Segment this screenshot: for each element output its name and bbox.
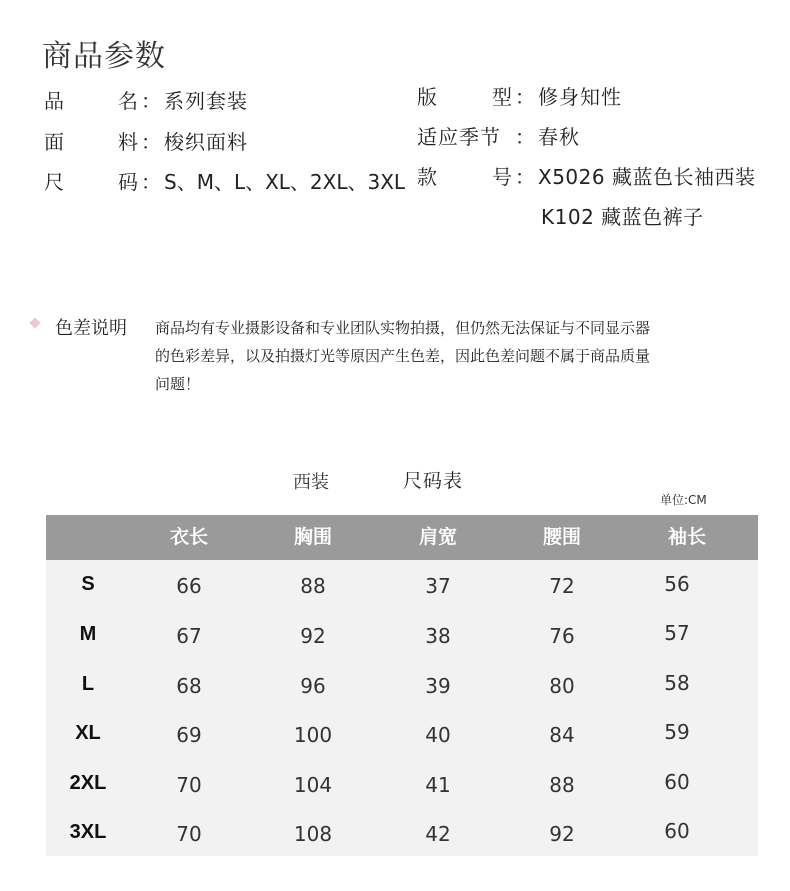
param-size-colon: ： [141,170,162,194]
cell-sleeve: 60 [664,819,690,843]
param-fabric-label-1: 面 [44,130,65,154]
cell-length: 70 [176,773,202,797]
cell-shoulder: 42 [425,822,451,846]
cell-sleeve: 59 [664,720,690,744]
size-table-category: 西装 [293,472,329,493]
color-note-title: 色差说明 [55,318,127,339]
param-fit-label-1: 版 [417,85,438,109]
cell-shoulder: 41 [425,773,451,797]
cell-chest: 96 [300,674,326,698]
param-fabric-label-2: 料 [118,130,139,154]
size-table-title: 尺码表 [403,470,464,492]
header-chest: 胸围 [293,526,332,548]
cell-chest: 108 [293,822,333,846]
cell-length: 68 [176,674,202,698]
size-table-unit: 单位:CM [660,493,707,507]
cell-waist: 72 [549,574,575,598]
param-name-value: 系列套装 [164,89,248,113]
row-size: 3XL [69,821,107,843]
cell-sleeve: 57 [664,621,690,645]
cell-chest: 92 [300,624,326,648]
section-title: 商品参数 [42,39,166,74]
cell-waist: 88 [549,773,575,797]
param-season-colon: ： [515,125,536,149]
param-style-no-label-1: 款 [417,165,438,189]
header-length: 衣长 [169,526,208,548]
param-size-label-2: 码 [118,170,139,194]
param-style-no-label-2: 号 [492,165,513,189]
cell-waist: 84 [549,723,575,747]
row-size: XL [75,722,101,744]
cell-waist: 80 [549,674,575,698]
cell-shoulder: 37 [425,574,451,598]
param-style-no-value-2: K102 藏蓝色裤子 [541,205,704,229]
row-size: M [79,623,97,645]
param-style-no-value-1: X5026 藏蓝色长袖西装 [538,165,756,189]
cell-sleeve: 58 [664,671,690,695]
param-name-label-1: 品 [44,89,65,113]
param-name-colon: ： [141,89,162,113]
param-fit-value: 修身知性 [538,85,622,109]
param-fabric-colon: ： [141,130,162,154]
row-size: S [81,573,95,595]
param-season-label: 适应季节 [417,125,501,149]
param-name-label-2: 名 [118,89,139,113]
cell-sleeve: 56 [664,572,690,596]
row-size: L [81,673,95,695]
cell-chest: 88 [300,574,326,598]
color-note-line-3: 问题！ [155,375,201,393]
param-season-value: 春秋 [538,125,580,149]
cell-shoulder: 38 [425,624,451,648]
header-waist: 腰围 [542,526,581,548]
color-note-line-2: 的色彩差异，以及拍摄灯光等原因产生色差，因此色差问题不属于商品质量 [155,347,651,365]
cell-length: 70 [176,822,202,846]
color-note-text [155,314,755,398]
param-size-value: S、M、L、XL、2XL、3XL [164,170,406,194]
cell-chest: 100 [293,723,333,747]
param-fit-label-2: 型 [492,85,513,109]
cell-sleeve: 60 [664,770,690,794]
cell-waist: 92 [549,822,575,846]
param-fabric-value: 梭织面料 [164,130,248,154]
header-shoulder: 肩宽 [418,526,457,548]
param-size-label-1: 尺 [44,170,65,194]
param-style-no-colon: ： [515,165,536,189]
cell-shoulder: 39 [425,674,451,698]
row-size: 2XL [69,772,107,794]
cell-length: 69 [176,723,202,747]
cell-shoulder: 40 [425,723,451,747]
header-sleeve: 袖长 [667,526,706,548]
cell-waist: 76 [549,624,575,648]
cell-length: 67 [176,624,202,648]
cell-chest: 104 [293,773,333,797]
cell-length: 66 [176,574,202,598]
param-fit-colon: ： [515,85,536,109]
color-note-line-1: 商品均有专业摄影设备和专业团队实物拍摄，但仍然无法保证与不同显示器 [155,319,651,337]
diamond-bullet-icon [29,317,40,328]
